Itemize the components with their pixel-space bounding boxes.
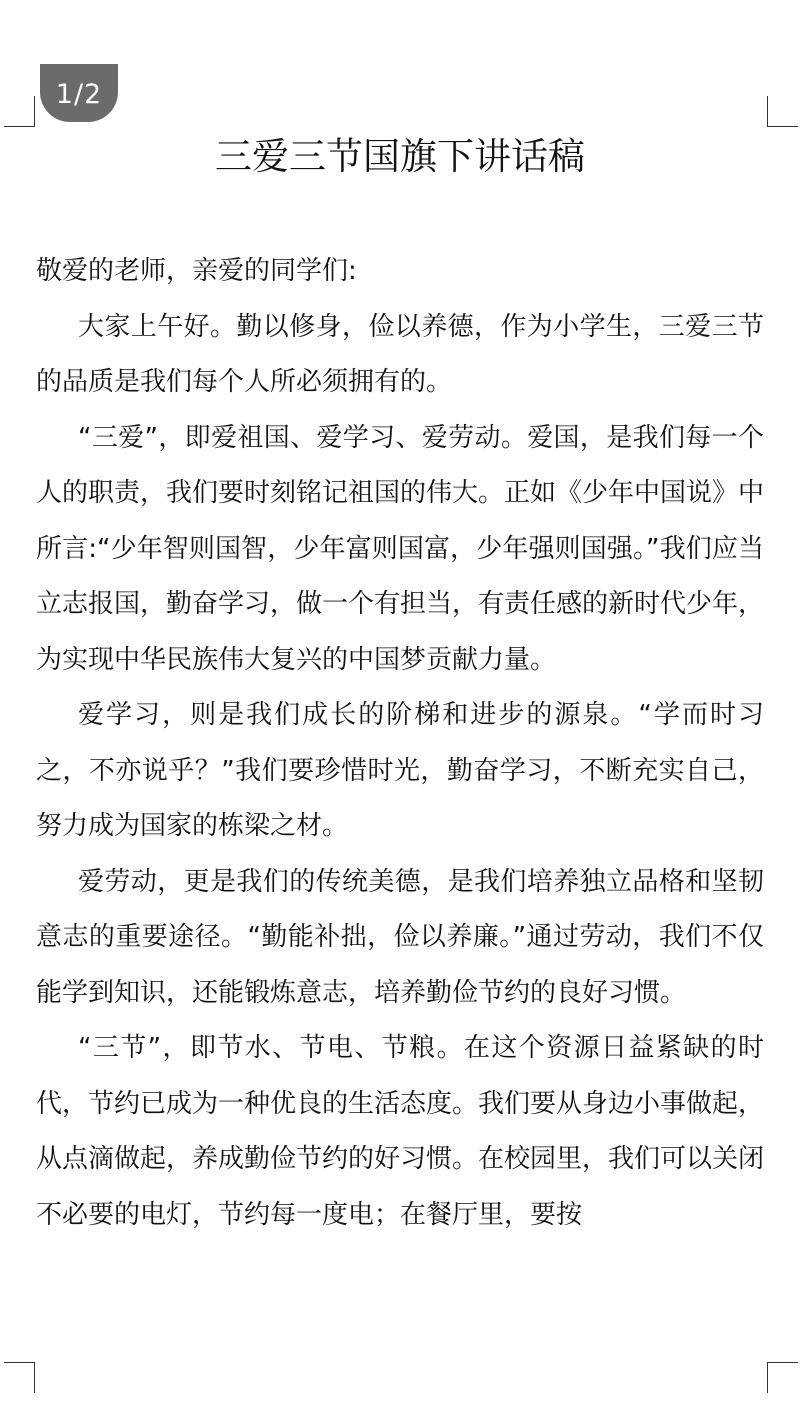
page-indicator-badge: 1/2 [40,64,118,122]
greeting: 敬爱的老师，亲爱的同学们: [36,256,357,286]
crop-mark-bottom-right [767,1362,798,1393]
crop-mark-bottom-left [4,1362,35,1393]
paragraph-three-savings: “三节”，即节水、节电、节粮。在这个资源日益紧缺的时代，节约已成为一种优良的生活态度。我们要从身边小事做起，从点滴做起，养成勤俭节约的好习惯。在校园里，我们可以关闭不必要的电灯，节约每一度电；在餐厅里，要按 [36,1033,765,1230]
paragraph-opening: 大家上午好。勤以修身，俭以养德，作为小学生，三爱三节的品质是我们每个人所必须拥有的。 [36,311,764,397]
document-title: 三爱三节国旗下讲话稿 [215,135,585,178]
crop-mark-top-left [4,96,35,127]
document-body [36,244,764,1243]
paragraph-love-learning: 爱学习，则是我们成长的阶梯和进步的源泉。“学而时习之，不亦说乎？”我们要珍惜时光，勤奋学习，不断充实自己，努力成为国家的栋梁之材。 [36,700,764,841]
paragraph-three-loves: “三爱”，即爱祖国、爱学习、爱劳动。爱国，是我们每一个人的职责，我们要时刻铭记祖国的伟大。正如《少年中国说》中所言:“少年智则国智，少年富则国富，少年强则国强。”我们应当立志报国，勤奋学习，做一个有担当，有责任感的新时代少年，为实现中华民族伟大复兴的中国梦贡献力量。 [36,422,765,675]
paragraph-love-labor: 爱劳动，更是我们的传统美德，是我们培养独立品格和坚韧意志的重要途径。“勤能补拙，俭以养廉。”通过劳动，我们不仅能学到知识，还能锻炼意志，培养勤俭节约的良好习惯。 [36,866,764,1008]
crop-mark-top-right [767,96,798,127]
viewer-top-bar [0,0,800,76]
